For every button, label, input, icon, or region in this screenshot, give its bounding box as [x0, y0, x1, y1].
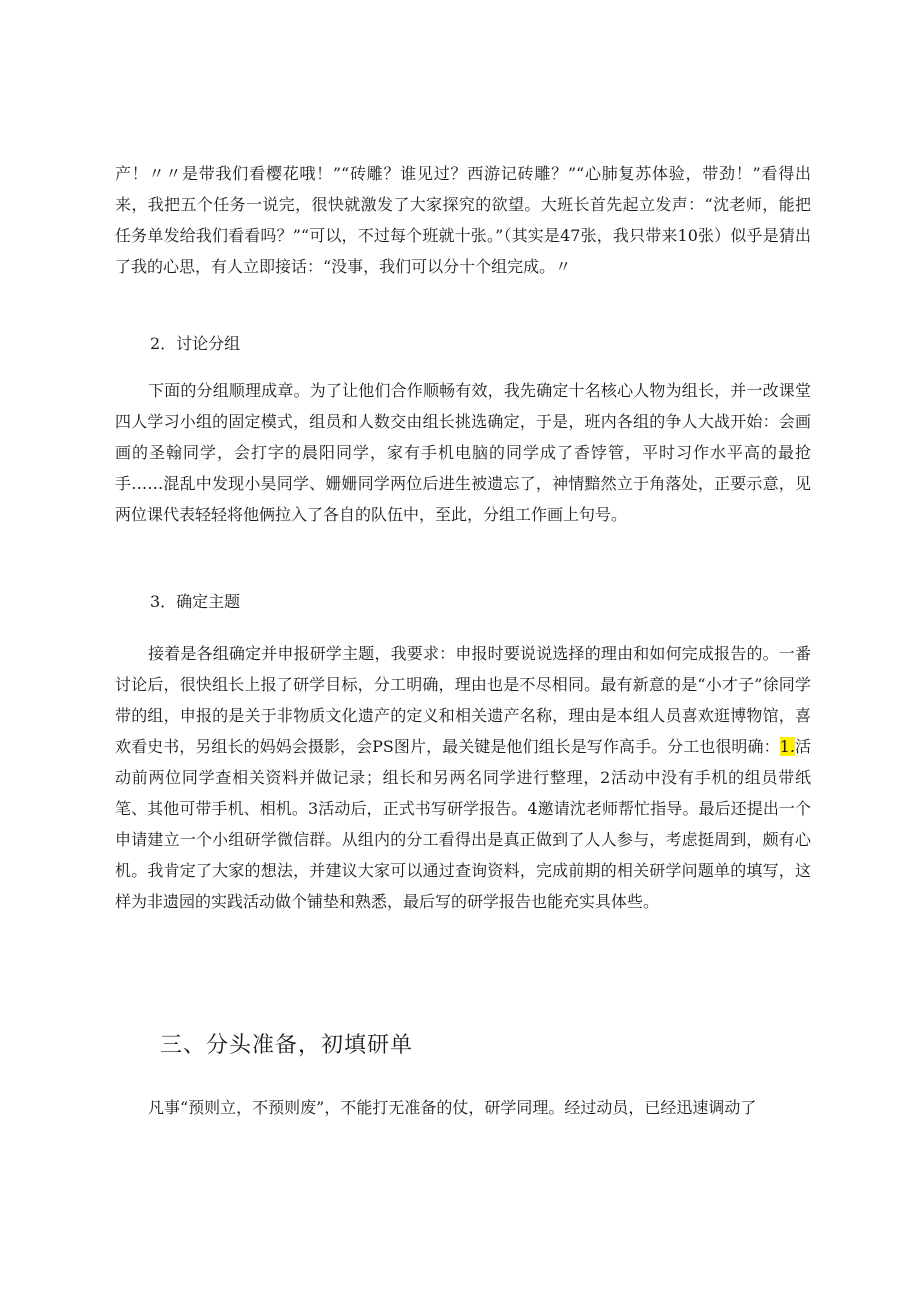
paragraph-preparation: 凡事“预则立，不预则废”，不能打无准备的仗，研学同理。经过动员，已经迅速调动了 — [148, 1098, 757, 1117]
paragraph-grouping: 下面的分组顺理成章。为了让他们合作顺畅有效，我先确定十名核心人物为组长，并一改课堂四人学习小组的固定模式，组员和人数交由组长挑选确定，于是，班内各组的争人大战开始：会画画的圣翰同学，会打字的晨阳同学，家有手机电脑的同学成了香饽管，平时习作水平高的最抢手……混乱中发现小昊同学、姗姗同学两位后进生被遗忘了，神情黯然立于角落处，正要示意，见两位课代表轻轻将他俩拉入了各自的队伍中，至此，分组工作画上句号。 — [115, 381, 811, 524]
topic-text-after: 活动前两位同学查相关资料并做记录；组长和另两名同学进行整理，2活动中没有手机的组员带纸笔、其他可带手机、相机。3活动后，正式书写研学报告。4邀请沈老师帮忙指导。最后还提出一个申请建立一个小组研学微信群。从组内的分工看得出是真正做到了人人参与，考虑挺周到，颇有心机。我肯定了大家的想法，并建议大家可以通过查询资料，完成前期的相关研学问题单的填写，这样为非遗园的实践活动做个铺垫和熟悉，最后写的研学报告也能充实具体些。 — [115, 737, 811, 911]
topic-text-before: 接着是各组确定并申报研学主题，我要求：申报时要说说选择的理由和如何完成报告的。一番讨论后，很快组长上报了研学目标，分工明确，理由也是不尽相同。最有新意的是“小才子”徐同学带的组，申报的是关于非物质文化遗产的定义和相关遗产名称，理由是本组人员喜欢逛博物馆，喜欢看史书，另组长的妈妈会摄影，会PS图片，最关键是他们组长是写作高手。分工也很明确： — [115, 644, 811, 756]
paragraph-topic — [115, 638, 811, 917]
paragraph-dialogue: 产！〃〃是带我们看樱花哦！”“砖雕？谁见过？西游记砖雕？”“心肺复苏体验，带劲！”看得出来，我把五个任务一说完，很快就激发了大家探究的欲望。大班长首先起立发声：“沈老师，能把任务单发给我们看看吗？”“可以，不过每个班就十张。”（其实是47张，我只带来10张）似乎是猜出了我的心思，有人立即接话：“没事，我们可以分十个组完成。〃 — [115, 164, 811, 276]
subheading-discuss-grouping: 2．讨论分组 — [150, 334, 241, 353]
subheading-confirm-topic: 3．确定主题 — [150, 592, 241, 611]
section-heading-preparation: 三、分头准备，初填研单 — [160, 1033, 414, 1058]
highlighted-number: 1. — [779, 737, 795, 756]
